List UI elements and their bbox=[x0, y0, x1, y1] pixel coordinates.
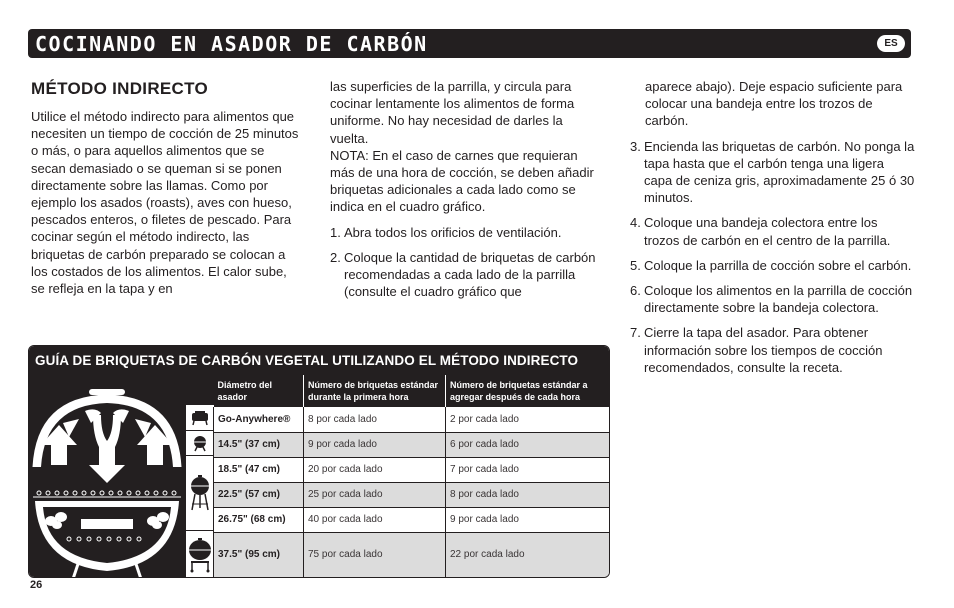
step-text: Coloque la cantidad de briquetas de carbón recomendadas a cada lado de la parrilla (consulte el cuadro gráfico que bbox=[344, 249, 596, 300]
table-row bbox=[214, 457, 611, 482]
column-1 bbox=[31, 108, 301, 297]
step-item bbox=[630, 138, 915, 207]
kettle-grill-indirect-heat-illustration bbox=[29, 375, 185, 578]
table-row bbox=[214, 532, 611, 577]
column-header-diameter: Diámetro del asador bbox=[214, 375, 304, 407]
step-item bbox=[630, 214, 915, 248]
column-header-after-hour: Número de briquetas estándar a agregar después de cada hora bbox=[446, 375, 611, 407]
step-item bbox=[330, 249, 602, 301]
step-number: 4. bbox=[630, 215, 641, 231]
column-3 bbox=[630, 78, 915, 384]
intro-paragraph: Utilice el método indirecto para alimentos que necesiten un tiempo de cocción de 25 minutos o más, o para aquellos alimentos que se secan demasiado o se queman si se ponen directamente sobre las llamas. Como por ejemplo los asados (roasts), aves con hueso, pescados enteros, o filetes de pescado. Para cocinar según el método indirecto, las briquetas de carbón preparado se colocan a los costados de los alimentos. El calor sube, se refleja en la tapa y en bbox=[31, 109, 299, 297]
note-paragraph: NOTA: En el caso de carnes que requieran más de una hora de cocción, se deben añadir briquetas adicionales a cada lado como se indica en el cuadro gráfico. bbox=[330, 147, 594, 215]
table-row bbox=[214, 407, 611, 432]
first-hour-cell: 9 por cada lado bbox=[304, 432, 446, 457]
step-item bbox=[330, 224, 602, 241]
step-number: 7. bbox=[630, 325, 641, 341]
step-text: Abra todos los orificios de ventilación. bbox=[344, 224, 562, 240]
step-text: Cierre la tapa del asador. Para obtener información sobre los tiempos de cocción recomendados, consulte la receta. bbox=[644, 325, 883, 375]
step-text: Coloque los alimentos en la parrilla de cocción directamente sobre la bandeja colectora. bbox=[644, 283, 913, 316]
after-hour-cell: 6 por cada lado bbox=[446, 432, 611, 457]
column-2 bbox=[330, 78, 602, 308]
section-heading: MÉTODO INDIRECTO bbox=[31, 79, 209, 98]
ranch-kettle-grill-icon bbox=[186, 531, 214, 578]
step-number: 6. bbox=[630, 283, 641, 299]
go-anywhere-grill-icon bbox=[186, 405, 214, 431]
first-hour-cell: 25 por cada lado bbox=[304, 482, 446, 507]
column-header-first-hour: Número de briquetas estándar durante la primera hora bbox=[304, 375, 446, 407]
grill-size-cell: 26.75" (68 cm) bbox=[214, 507, 304, 532]
step-number: 5. bbox=[630, 257, 641, 273]
step-item bbox=[630, 257, 915, 274]
first-hour-cell: 8 por cada lado bbox=[304, 407, 446, 432]
briquette-table bbox=[213, 375, 610, 577]
kettle-grill-icon bbox=[186, 456, 214, 531]
after-hour-cell: 9 por cada lado bbox=[446, 507, 611, 532]
after-hour-cell: 8 por cada lado bbox=[446, 482, 611, 507]
header-bar bbox=[28, 29, 911, 58]
after-hour-cell: 2 por cada lado bbox=[446, 407, 611, 432]
step-text: Coloque una bandeja colectora entre los trozos de carbón en el centro de la parrilla. bbox=[644, 215, 891, 248]
grill-icon-column bbox=[185, 375, 213, 578]
step-item bbox=[630, 324, 915, 376]
first-hour-cell: 40 por cada lado bbox=[304, 507, 446, 532]
briquette-guide bbox=[28, 345, 610, 578]
first-hour-cell: 20 por cada lado bbox=[304, 457, 446, 482]
smokey-joe-grill-icon bbox=[186, 431, 214, 456]
table-row bbox=[214, 482, 611, 507]
icon-column-header bbox=[186, 375, 214, 405]
guide-title: GUÍA DE BRIQUETAS DE CARBÓN VEGETAL UTILIZANDO EL MÉTODO INDIRECTO bbox=[29, 346, 609, 375]
grill-size-cell: 22.5" (57 cm) bbox=[214, 482, 304, 507]
step-text: Encienda las briquetas de carbón. No ponga la tapa hasta que el carbón tenga una ligera capa de ceniza gris, aproximadamente 25 ó 30 minutos. bbox=[644, 138, 915, 206]
continuation-paragraph: aparece abajo). Deje espacio suficiente para colocar una bandeja entre los trozos de carbón. bbox=[645, 79, 903, 129]
step-number: 2. bbox=[330, 249, 341, 265]
step-text: Coloque la parrilla de cocción sobre el carbón. bbox=[644, 257, 912, 273]
page-title: COCINANDO EN ASADOR DE CARBÓN bbox=[35, 32, 428, 56]
grill-size-cell: 37.5" (95 cm) bbox=[214, 532, 304, 577]
table-header-row bbox=[214, 375, 611, 407]
table-row bbox=[214, 432, 611, 457]
step-number: 1. bbox=[330, 224, 341, 240]
grill-size-cell: 14.5" (37 cm) bbox=[214, 432, 304, 457]
table-row bbox=[214, 507, 611, 532]
page-number: 26 bbox=[30, 579, 43, 591]
language-badge: ES bbox=[877, 35, 905, 52]
first-hour-cell: 75 por cada lado bbox=[304, 532, 446, 577]
continuation-paragraph: las superficies de la parrilla, y circula para cocinar lentamente los alimentos de forma uniforme. No hay necesidad de darles la vuelta. bbox=[330, 79, 575, 146]
after-hour-cell: 22 por cada lado bbox=[446, 532, 611, 577]
step-item bbox=[630, 282, 915, 316]
after-hour-cell: 7 por cada lado bbox=[446, 457, 611, 482]
grill-size-cell: Go-Anywhere® bbox=[214, 407, 304, 432]
step-number: 3. bbox=[630, 138, 641, 154]
grill-size-cell: 18.5" (47 cm) bbox=[214, 457, 304, 482]
